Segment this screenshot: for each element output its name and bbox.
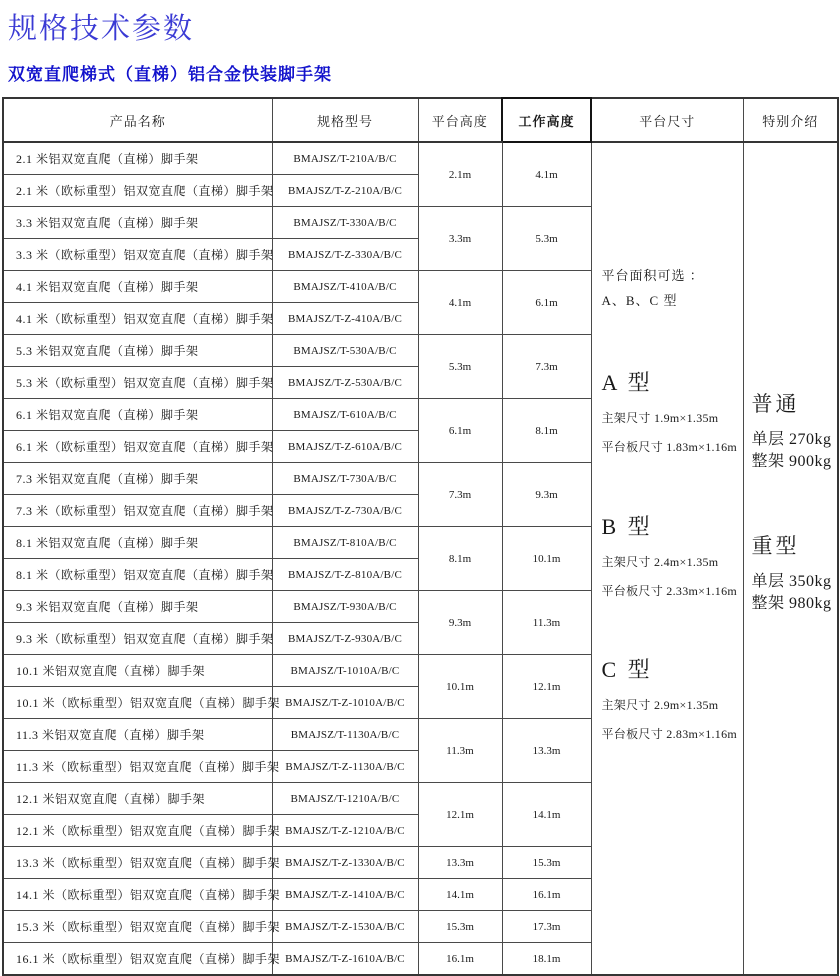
product-name-cell: 3.3 米铝双宽直爬（直梯）脚手架 (3, 207, 272, 239)
product-name-cell: 8.1 米铝双宽直爬（直梯）脚手架 (3, 527, 272, 559)
model-cell: BMAJSZ/T-Z-330A/B/C (272, 239, 418, 271)
working-height-cell: 5.3m (502, 207, 591, 271)
model-cell: BMAJSZ/T-Z-530A/B/C (272, 367, 418, 399)
platform-type-block (602, 513, 738, 599)
model-cell: BMAJSZ/T-Z-1130A/B/C (272, 751, 418, 783)
product-name-cell: 10.1 米（欧标重型）铝双宽直爬（直梯）脚手架 (3, 687, 272, 719)
special-weight-line: 整架 900kg (751, 453, 832, 470)
platform-height-cell: 10.1m (418, 655, 502, 719)
working-height-cell: 6.1m (502, 271, 591, 335)
platform-board-size: 平台板尺寸 2.33m×1.16m (601, 584, 738, 598)
platform-height-cell: 2.1m (418, 142, 502, 207)
product-name-cell: 2.1 米铝双宽直爬（直梯）脚手架 (3, 142, 272, 175)
platform-type-name: C 型 (601, 657, 653, 682)
model-cell: BMAJSZ/T-610A/B/C (272, 399, 418, 431)
header-row (3, 98, 838, 142)
model-cell: BMAJSZ/T-1010A/B/C (272, 655, 418, 687)
product-series-subtitle: 双宽直爬梯式（直梯）铝合金快装脚手架 (8, 65, 332, 84)
working-height-cell: 15.3m (502, 847, 591, 879)
platform-height-cell: 11.3m (418, 719, 502, 783)
platform-height-cell: 5.3m (418, 335, 502, 399)
platform-type-block (602, 369, 738, 455)
product-name-cell: 5.3 米铝双宽直爬（直梯）脚手架 (3, 335, 272, 367)
product-name-cell: 11.3 米铝双宽直爬（直梯）脚手架 (3, 719, 272, 751)
platform-options-line: 平台面积可选 ： (601, 268, 704, 283)
main-frame-size: 主架尺寸 2.4m×1.35m (601, 555, 719, 569)
product-name-cell: 12.1 米铝双宽直爬（直梯）脚手架 (3, 783, 272, 815)
col-header-special-intro: 特别介绍 (743, 98, 838, 142)
col-header-platform-height: 平台高度 (418, 98, 502, 142)
special-weight-line: 单层 350kg (751, 573, 832, 590)
table-row (3, 142, 838, 175)
model-cell: BMAJSZ/T-Z-730A/B/C (272, 495, 418, 527)
platform-height-cell: 15.3m (418, 911, 502, 943)
model-cell: BMAJSZ/T-Z-1010A/B/C (272, 687, 418, 719)
product-name-cell: 16.1 米（欧标重型）铝双宽直爬（直梯）脚手架 (3, 943, 272, 976)
col-header-model: 规格型号 (272, 98, 418, 142)
special-group-name: 重型 (751, 534, 800, 558)
platform-height-cell: 16.1m (418, 943, 502, 976)
platform-height-cell: 9.3m (418, 591, 502, 655)
product-name-cell: 11.3 米（欧标重型）铝双宽直爬（直梯）脚手架 (3, 751, 272, 783)
col-header-product-name: 产品名称 (3, 98, 272, 142)
main-frame-size: 主架尺寸 2.9m×1.35m (601, 698, 719, 712)
product-name-cell: 10.1 米铝双宽直爬（直梯）脚手架 (3, 655, 272, 687)
product-name-cell: 7.3 米铝双宽直爬（直梯）脚手架 (3, 463, 272, 495)
platform-board-size: 平台板尺寸 1.83m×1.16m (601, 440, 738, 454)
platform-height-cell: 14.1m (418, 879, 502, 911)
product-name-cell: 12.1 米（欧标重型）铝双宽直爬（直梯）脚手架 (3, 815, 272, 847)
platform-height-cell: 8.1m (418, 527, 502, 591)
product-name-cell: 6.1 米铝双宽直爬（直梯）脚手架 (3, 399, 272, 431)
platform-type-name: A 型 (601, 370, 653, 395)
model-cell: BMAJSZ/T-210A/B/C (272, 142, 418, 175)
product-name-cell: 2.1 米（欧标重型）铝双宽直爬（直梯）脚手架 (3, 175, 272, 207)
spec-table (2, 97, 839, 976)
platform-height-cell: 4.1m (418, 271, 502, 335)
model-cell: BMAJSZ/T-410A/B/C (272, 271, 418, 303)
platform-size-options (602, 263, 704, 313)
spec-table-body (3, 142, 838, 975)
product-name-cell: 4.1 米铝双宽直爬（直梯）脚手架 (3, 271, 272, 303)
model-cell: BMAJSZ/T-Z-610A/B/C (272, 431, 418, 463)
product-name-cell: 8.1 米（欧标重型）铝双宽直爬（直梯）脚手架 (3, 559, 272, 591)
model-cell: BMAJSZ/T-530A/B/C (272, 335, 418, 367)
working-height-cell: 4.1m (502, 142, 591, 207)
working-height-cell: 12.1m (502, 655, 591, 719)
special-group-block (752, 389, 832, 473)
working-height-cell: 18.1m (502, 943, 591, 976)
product-name-cell: 7.3 米（欧标重型）铝双宽直爬（直梯）脚手架 (3, 495, 272, 527)
model-cell: BMAJSZ/T-1130A/B/C (272, 719, 418, 751)
special-weight-line: 单层 270kg (751, 431, 832, 448)
model-cell: BMAJSZ/T-1210A/B/C (272, 783, 418, 815)
platform-board-size: 平台板尺寸 2.83m×1.16m (601, 727, 738, 741)
product-name-cell: 6.1 米（欧标重型）铝双宽直爬（直梯）脚手架 (3, 431, 272, 463)
product-name-cell: 3.3 米（欧标重型）铝双宽直爬（直梯）脚手架 (3, 239, 272, 271)
product-name-cell: 9.3 米（欧标重型）铝双宽直爬（直梯）脚手架 (3, 623, 272, 655)
model-cell: BMAJSZ/T-330A/B/C (272, 207, 418, 239)
platform-size-cell (591, 142, 743, 975)
col-header-working-height: 工作高度 (502, 98, 591, 142)
special-weight-line: 整架 980kg (751, 595, 832, 612)
working-height-cell: 14.1m (502, 783, 591, 847)
platform-height-cell: 13.3m (418, 847, 502, 879)
col-header-platform-size: 平台尺寸 (591, 98, 743, 142)
working-height-cell: 7.3m (502, 335, 591, 399)
main-frame-size: 主架尺寸 1.9m×1.35m (601, 411, 719, 425)
platform-height-cell: 6.1m (418, 399, 502, 463)
model-cell: BMAJSZ/T-810A/B/C (272, 527, 418, 559)
working-height-cell: 11.3m (502, 591, 591, 655)
platform-options-line: A、B、C 型 (601, 293, 678, 308)
model-cell: BMAJSZ/T-Z-1610A/B/C (272, 943, 418, 976)
platform-size-content (592, 143, 743, 974)
special-intro-cell (743, 142, 838, 975)
product-name-cell: 15.3 米（欧标重型）铝双宽直爬（直梯）脚手架 (3, 911, 272, 943)
product-name-cell: 14.1 米（欧标重型）铝双宽直爬（直梯）脚手架 (3, 879, 272, 911)
model-cell: BMAJSZ/T-Z-1210A/B/C (272, 815, 418, 847)
product-name-cell: 9.3 米铝双宽直爬（直梯）脚手架 (3, 591, 272, 623)
product-name-cell: 4.1 米（欧标重型）铝双宽直爬（直梯）脚手架 (3, 303, 272, 335)
platform-type-block (602, 656, 738, 742)
working-height-cell: 16.1m (502, 879, 591, 911)
working-height-cell: 10.1m (502, 527, 591, 591)
model-cell: BMAJSZ/T-730A/B/C (272, 463, 418, 495)
model-cell: BMAJSZ/T-Z-930A/B/C (272, 623, 418, 655)
special-intro-content (744, 143, 838, 974)
product-name-cell: 5.3 米（欧标重型）铝双宽直爬（直梯）脚手架 (3, 367, 272, 399)
page-title: 规格技术参数 (8, 13, 195, 45)
model-cell: BMAJSZ/T-Z-210A/B/C (272, 175, 418, 207)
platform-type-name: B 型 (601, 514, 653, 539)
working-height-cell: 8.1m (502, 399, 591, 463)
special-group-block (752, 531, 832, 615)
model-cell: BMAJSZ/T-Z-1330A/B/C (272, 847, 418, 879)
platform-height-cell: 3.3m (418, 207, 502, 271)
model-cell: BMAJSZ/T-Z-810A/B/C (272, 559, 418, 591)
model-cell: BMAJSZ/T-Z-410A/B/C (272, 303, 418, 335)
working-height-cell: 13.3m (502, 719, 591, 783)
model-cell: BMAJSZ/T-930A/B/C (272, 591, 418, 623)
special-group-name: 普通 (751, 392, 800, 416)
platform-height-cell: 7.3m (418, 463, 502, 527)
product-name-cell: 13.3 米（欧标重型）铝双宽直爬（直梯）脚手架 (3, 847, 272, 879)
model-cell: BMAJSZ/T-Z-1530A/B/C (272, 911, 418, 943)
model-cell: BMAJSZ/T-Z-1410A/B/C (272, 879, 418, 911)
platform-height-cell: 12.1m (418, 783, 502, 847)
working-height-cell: 17.3m (502, 911, 591, 943)
working-height-cell: 9.3m (502, 463, 591, 527)
